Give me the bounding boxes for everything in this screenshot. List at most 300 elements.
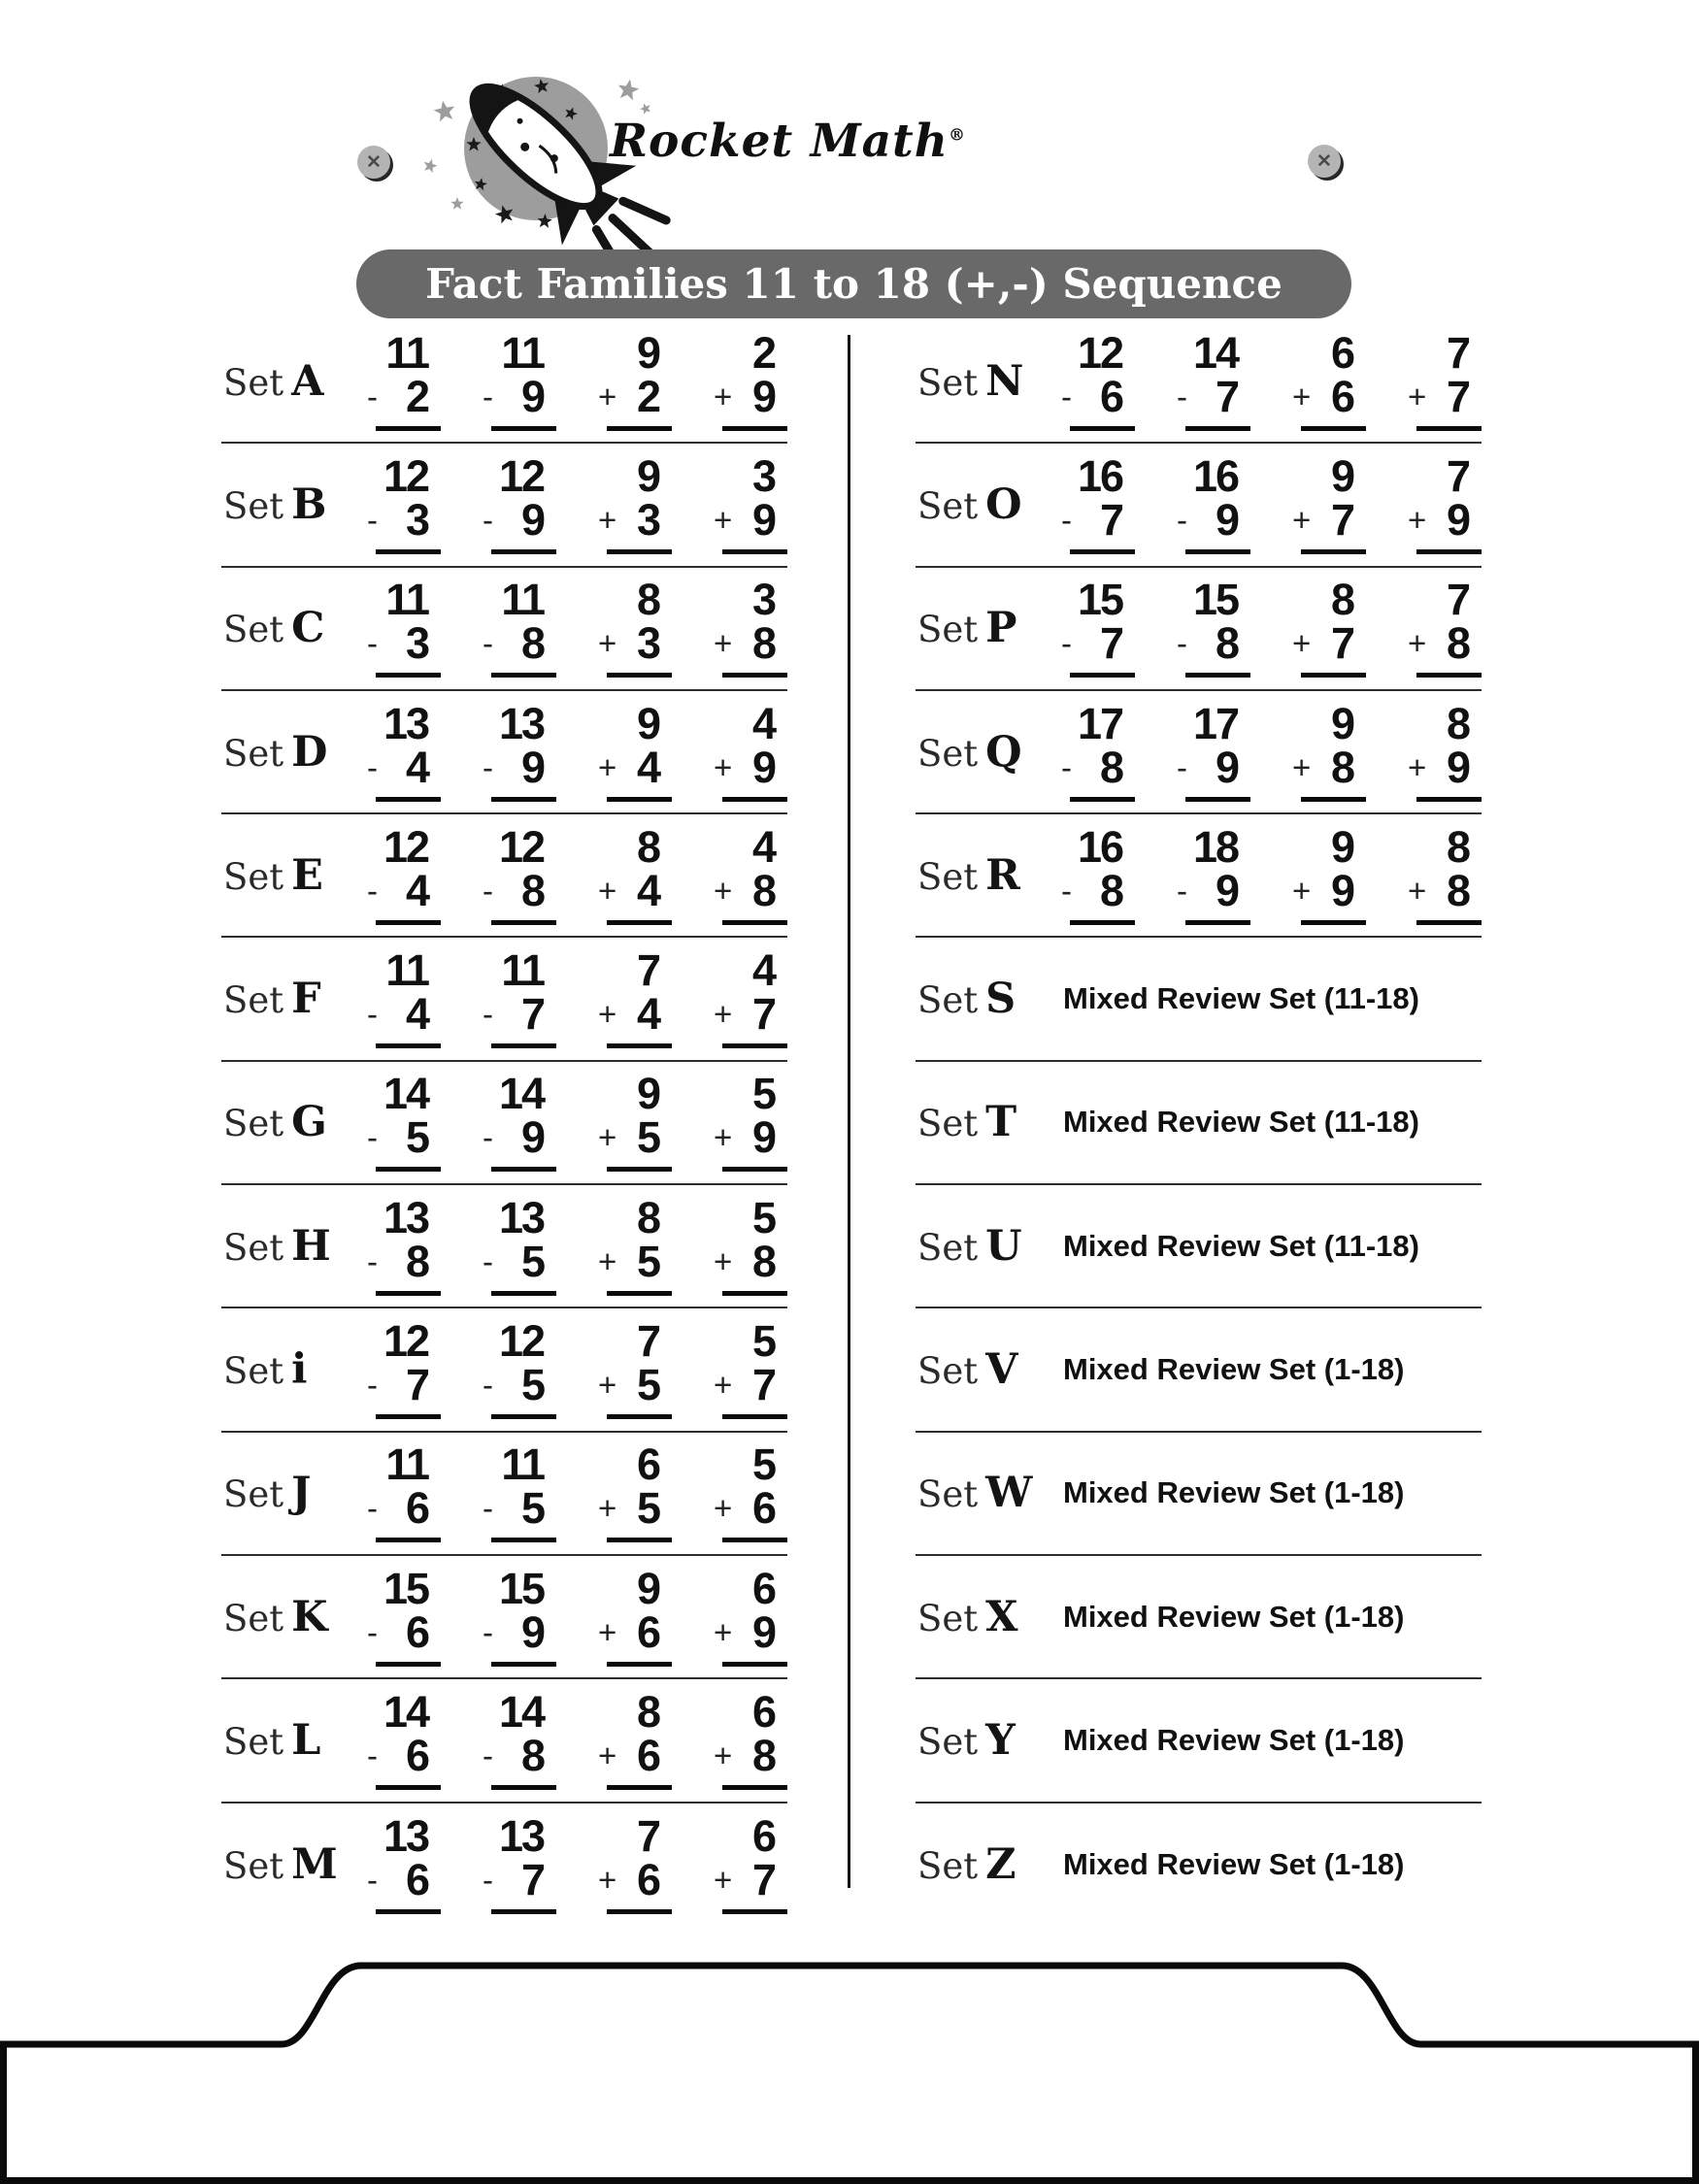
set-row-G — [221, 1062, 787, 1185]
set-word: Set — [223, 1720, 284, 1763]
top-number: 11 — [501, 1439, 544, 1490]
operator: + — [1292, 378, 1312, 414]
operator: + — [1292, 625, 1312, 662]
top-number: 13 — [498, 698, 544, 748]
operator: - — [367, 1242, 378, 1279]
math-problem — [598, 1316, 672, 1419]
set-label — [223, 1222, 331, 1271]
top-number: 3 — [751, 450, 775, 501]
bottom-number: 6 — [636, 1855, 659, 1905]
top-number: 6 — [1330, 327, 1353, 378]
math-problem — [1292, 698, 1366, 802]
bottom-number: 7 — [1215, 371, 1238, 421]
bottom-number: 7 — [405, 1360, 428, 1410]
bottom-number: 9 — [1215, 742, 1238, 792]
top-number: 3 — [751, 575, 775, 625]
set-letter: M — [291, 1840, 338, 1890]
top-number: 7 — [1446, 575, 1469, 625]
bottom-number: 4 — [405, 989, 428, 1040]
operator: + — [1408, 872, 1427, 909]
top-number: 7 — [636, 1316, 659, 1367]
math-problem — [1408, 575, 1482, 678]
top-number: 12 — [498, 1316, 544, 1367]
bottom-number: 7 — [751, 989, 775, 1040]
set-row-L — [221, 1679, 787, 1803]
top-number: 9 — [1330, 698, 1353, 748]
brand-logo-text: Rocket Math® — [610, 115, 966, 168]
set-letter: Q — [985, 727, 1022, 777]
bottom-number: 7 — [1099, 494, 1122, 545]
answer-line — [491, 1043, 556, 1048]
answer-line — [376, 1291, 441, 1296]
answer-line — [491, 1167, 556, 1172]
answer-line — [722, 1785, 787, 1790]
math-problem — [714, 450, 787, 554]
bottom-number: 3 — [636, 494, 659, 545]
answer-line — [1185, 920, 1250, 925]
top-number: 8 — [636, 1686, 659, 1737]
bottom-number: 6 — [751, 1483, 775, 1534]
operator: - — [483, 1737, 493, 1773]
math-problem — [367, 698, 441, 802]
bottom-number: 8 — [1330, 742, 1353, 792]
set-label — [223, 357, 324, 406]
column-divider — [848, 335, 850, 1888]
bottom-number: 5 — [520, 1483, 544, 1534]
top-number: 18 — [1192, 821, 1238, 872]
answer-line — [722, 1414, 787, 1419]
mixed-review-label: Mixed Review Set (11-18) — [1063, 1105, 1419, 1140]
set-letter: X — [985, 1592, 1018, 1641]
top-number: 11 — [385, 327, 428, 378]
math-problem — [598, 945, 672, 1048]
set-letter: K — [291, 1592, 328, 1641]
top-number: 13 — [383, 1192, 428, 1242]
operator: - — [367, 996, 378, 1033]
math-problem — [714, 575, 787, 678]
set-word: Set — [917, 732, 979, 775]
bottom-number: 9 — [1215, 494, 1238, 545]
set-row-J — [221, 1433, 787, 1556]
set-label — [917, 480, 1022, 529]
top-number: 9 — [636, 698, 659, 748]
math-problem — [483, 1192, 556, 1296]
top-number: 12 — [383, 821, 428, 872]
operator: - — [1061, 501, 1072, 538]
math-problem — [714, 1316, 787, 1419]
math-problem — [598, 575, 672, 678]
operator: - — [483, 378, 493, 414]
set-letter: P — [985, 604, 1017, 653]
set-letter: H — [291, 1221, 331, 1271]
set-word: Set — [917, 484, 979, 527]
operator: + — [598, 625, 617, 662]
operator: - — [367, 1490, 378, 1527]
top-number: 11 — [385, 945, 428, 996]
math-problem — [598, 1686, 672, 1790]
answer-line — [491, 549, 556, 554]
bottom-number: 9 — [751, 494, 775, 545]
bottom-number: 8 — [751, 1236, 775, 1286]
answer-line — [607, 1662, 672, 1667]
math-problem — [483, 698, 556, 802]
bottom-number: 7 — [520, 989, 544, 1040]
top-number: 8 — [636, 1192, 659, 1242]
mixed-review-label: Mixed Review Set (1-18) — [1063, 1352, 1405, 1387]
set-row-Y — [916, 1679, 1482, 1803]
bottom-number: 6 — [405, 1855, 428, 1905]
mixed-review-label: Mixed Review Set (11-18) — [1063, 1228, 1419, 1263]
math-problem — [367, 1439, 441, 1542]
math-problem — [483, 327, 556, 431]
answer-line — [1416, 673, 1482, 678]
answer-line — [376, 1909, 441, 1914]
bottom-number: 5 — [636, 1360, 659, 1410]
bottom-number: 8 — [1099, 742, 1122, 792]
math-problem — [367, 945, 441, 1048]
operator: - — [1177, 872, 1187, 909]
answer-line — [607, 673, 672, 678]
answer-line — [376, 920, 441, 925]
bottom-number: 6 — [405, 1730, 428, 1780]
top-number: 7 — [636, 945, 659, 996]
set-word: Set — [223, 361, 284, 404]
set-row-D — [221, 691, 787, 814]
bottom-number: 5 — [405, 1112, 428, 1163]
bottom-number: 6 — [405, 1483, 428, 1534]
operator: + — [714, 1242, 733, 1279]
mixed-review-label: Mixed Review Set (1-18) — [1063, 1475, 1405, 1510]
operator: + — [1292, 872, 1312, 909]
set-label — [223, 1593, 328, 1641]
math-problem — [1061, 575, 1135, 678]
bottom-number: 7 — [751, 1855, 775, 1905]
top-number: 8 — [636, 821, 659, 872]
math-problem — [483, 1439, 556, 1542]
math-problem — [483, 1563, 556, 1667]
math-problem — [714, 327, 787, 431]
answer-line — [376, 1414, 441, 1419]
operator: - — [367, 1367, 378, 1404]
set-word: Set — [223, 1473, 284, 1516]
registered-mark: ® — [948, 125, 966, 146]
mixed-review-label: Mixed Review Set (1-18) — [1063, 1847, 1405, 1882]
bottom-number: 2 — [405, 371, 428, 421]
set-letter: C — [291, 604, 325, 653]
math-problem — [483, 450, 556, 554]
operator: + — [1292, 501, 1312, 538]
math-problem — [1061, 450, 1135, 554]
operator: - — [483, 1490, 493, 1527]
top-number: 14 — [1192, 327, 1238, 378]
top-number: 5 — [751, 1439, 775, 1490]
bottom-number: 4 — [405, 742, 428, 792]
bottom-number: 9 — [520, 1606, 544, 1657]
math-problem — [1177, 575, 1250, 678]
set-row-V — [916, 1308, 1482, 1432]
answer-line — [722, 1291, 787, 1296]
answer-line — [607, 1414, 672, 1419]
set-word: Set — [223, 732, 284, 775]
answer-line — [722, 549, 787, 554]
set-row-R — [916, 814, 1482, 938]
operator: + — [714, 748, 733, 785]
set-letter: S — [985, 975, 1016, 1024]
operator: + — [714, 1119, 733, 1156]
top-number: 11 — [501, 327, 544, 378]
bottom-number: 9 — [1330, 865, 1353, 915]
operator: - — [1061, 378, 1072, 414]
set-letter: W — [985, 1469, 1033, 1518]
answer-line — [376, 1785, 441, 1790]
set-letter: D — [291, 727, 328, 777]
answer-line — [376, 1167, 441, 1172]
answer-line — [491, 426, 556, 431]
bottom-number: 3 — [405, 494, 428, 545]
bottom-number: 9 — [520, 494, 544, 545]
bottom-number: 9 — [1215, 865, 1238, 915]
operator: - — [1061, 872, 1072, 909]
screw-cross-icon: ✕ — [1316, 150, 1332, 172]
answer-line — [1070, 797, 1135, 802]
operator: - — [367, 378, 378, 414]
bottom-number: 9 — [1446, 742, 1469, 792]
set-row-X — [916, 1556, 1482, 1679]
set-row-W — [916, 1433, 1482, 1556]
top-number: 16 — [1077, 450, 1122, 501]
answer-line — [607, 549, 672, 554]
answer-line — [722, 797, 787, 802]
operator: + — [1408, 748, 1427, 785]
answer-line — [1070, 549, 1135, 554]
set-word: Set — [223, 1845, 284, 1888]
answer-line — [491, 1785, 556, 1790]
operator: - — [367, 872, 378, 909]
set-row-B — [221, 444, 787, 567]
math-problem — [714, 1686, 787, 1790]
top-number: 12 — [383, 450, 428, 501]
set-word: Set — [223, 1350, 284, 1393]
set-word: Set — [917, 979, 979, 1022]
set-label — [917, 1222, 1022, 1271]
set-row-N — [916, 320, 1482, 444]
top-number: 12 — [383, 1316, 428, 1367]
operator: + — [714, 625, 733, 662]
set-word: Set — [223, 484, 284, 527]
operator: + — [1408, 625, 1427, 662]
sets-column-right — [916, 320, 1482, 1927]
answer-line — [722, 920, 787, 925]
bottom-number: 8 — [1446, 865, 1469, 915]
answer-line — [1070, 426, 1135, 431]
answer-line — [1301, 673, 1366, 678]
set-word: Set — [917, 1720, 979, 1763]
answer-line — [1416, 549, 1482, 554]
set-label — [223, 1345, 307, 1394]
math-problem — [483, 1316, 556, 1419]
answer-line — [1301, 797, 1366, 802]
set-label — [223, 604, 324, 652]
bottom-number: 7 — [1330, 618, 1353, 669]
operator: + — [714, 1367, 733, 1404]
screw-icon — [357, 146, 390, 179]
operator: + — [598, 748, 617, 785]
set-letter: Y — [985, 1715, 1016, 1765]
set-label — [917, 975, 1016, 1023]
math-problem — [714, 945, 787, 1048]
answer-line — [491, 1909, 556, 1914]
top-number: 11 — [385, 1439, 428, 1490]
bottom-number: 8 — [405, 1236, 428, 1286]
operator: + — [714, 378, 733, 414]
set-row-M — [221, 1803, 787, 1927]
operator: + — [598, 378, 617, 414]
top-number: 16 — [1077, 821, 1122, 872]
set-row-A — [221, 320, 787, 444]
answer-line — [1185, 426, 1250, 431]
math-problem — [367, 575, 441, 678]
answer-line — [607, 1043, 672, 1048]
answer-line — [607, 1785, 672, 1790]
set-word: Set — [223, 979, 284, 1022]
bottom-number: 8 — [1446, 618, 1469, 669]
bottom-number: 9 — [751, 371, 775, 421]
answer-line — [722, 1167, 787, 1172]
top-number: 4 — [751, 698, 775, 748]
bottom-number: 9 — [751, 1606, 775, 1657]
operator: + — [1408, 501, 1427, 538]
set-word: Set — [223, 855, 284, 898]
set-word: Set — [917, 609, 979, 651]
top-number: 13 — [498, 1811, 544, 1862]
answer-line — [376, 549, 441, 554]
set-letter: L — [291, 1715, 321, 1765]
set-label — [223, 728, 327, 777]
set-row-S — [916, 938, 1482, 1061]
answer-line — [1070, 673, 1135, 678]
top-number: 5 — [751, 1069, 775, 1119]
bottom-number: 2 — [636, 371, 659, 421]
bottom-number: 9 — [520, 371, 544, 421]
top-number: 9 — [636, 327, 659, 378]
math-problem — [598, 698, 672, 802]
top-number: 16 — [1192, 450, 1238, 501]
bottom-number: 5 — [636, 1483, 659, 1534]
mixed-review-label: Mixed Review Set (11-18) — [1063, 981, 1419, 1016]
set-label — [917, 851, 1020, 900]
top-number: 13 — [498, 1192, 544, 1242]
bottom-number: 5 — [636, 1236, 659, 1286]
operator: - — [483, 872, 493, 909]
operator: + — [598, 1242, 617, 1279]
math-problem — [367, 1316, 441, 1419]
operator: - — [483, 1613, 493, 1650]
page-title: Fact Families 11 to 18 (+,-) Sequence — [425, 260, 1283, 308]
bottom-number: 8 — [751, 865, 775, 915]
bottom-number: 8 — [520, 618, 544, 669]
operator: - — [483, 1242, 493, 1279]
math-problem — [367, 1686, 441, 1790]
set-label — [917, 1716, 1016, 1765]
operator: - — [483, 1862, 493, 1899]
set-word: Set — [223, 1597, 284, 1639]
set-row-i — [221, 1308, 787, 1432]
set-row-C — [221, 568, 787, 691]
bottom-number: 7 — [520, 1855, 544, 1905]
math-problem — [714, 1563, 787, 1667]
answer-line — [1416, 797, 1482, 802]
math-problem — [1177, 450, 1250, 554]
top-number: 5 — [751, 1316, 775, 1367]
operator: - — [367, 748, 378, 785]
set-letter: O — [985, 480, 1022, 529]
set-letter: V — [985, 1345, 1018, 1395]
math-problem — [1408, 698, 1482, 802]
answer-line — [491, 1291, 556, 1296]
answer-line — [1301, 920, 1366, 925]
math-problem — [598, 327, 672, 431]
math-problem — [1177, 327, 1250, 431]
bottom-number: 3 — [405, 618, 428, 669]
answer-line — [491, 673, 556, 678]
set-row-F — [221, 938, 787, 1061]
bottom-number: 9 — [520, 742, 544, 792]
top-number: 9 — [636, 1563, 659, 1613]
bottom-number: 8 — [520, 865, 544, 915]
top-number: 17 — [1077, 698, 1122, 748]
set-word: Set — [917, 361, 979, 404]
bottom-number: 7 — [751, 1360, 775, 1410]
operator: - — [367, 625, 378, 662]
math-problem — [1177, 821, 1250, 925]
bottom-number: 6 — [1330, 371, 1353, 421]
set-letter: E — [291, 850, 323, 900]
answer-line — [722, 1043, 787, 1048]
math-problem — [1061, 327, 1135, 431]
bottom-number: 4 — [636, 742, 659, 792]
top-number: 6 — [751, 1811, 775, 1862]
bottom-number: 9 — [751, 1112, 775, 1163]
math-problem — [483, 575, 556, 678]
bottom-number: 9 — [520, 1112, 544, 1163]
top-number: 7 — [1446, 327, 1469, 378]
answer-line — [1185, 549, 1250, 554]
math-problem — [367, 327, 441, 431]
math-problem — [483, 821, 556, 925]
bottom-number: 8 — [751, 618, 775, 669]
bottom-number: 5 — [520, 1236, 544, 1286]
answer-line — [376, 673, 441, 678]
answer-line — [607, 426, 672, 431]
set-letter: i — [291, 1345, 308, 1395]
math-problem — [1292, 450, 1366, 554]
math-problem — [598, 1069, 672, 1172]
bottom-number: 8 — [520, 1730, 544, 1780]
bottom-number: 8 — [751, 1730, 775, 1780]
operator: - — [483, 625, 493, 662]
math-problem — [598, 1563, 672, 1667]
math-problem — [714, 1069, 787, 1172]
top-number: 8 — [636, 575, 659, 625]
set-word: Set — [223, 609, 284, 651]
math-problem — [367, 450, 441, 554]
set-row-Z — [916, 1803, 1482, 1927]
operator: + — [714, 501, 733, 538]
math-problem — [714, 1439, 787, 1542]
answer-line — [491, 1662, 556, 1667]
top-number: 15 — [383, 1563, 428, 1613]
answer-line — [376, 1538, 441, 1542]
